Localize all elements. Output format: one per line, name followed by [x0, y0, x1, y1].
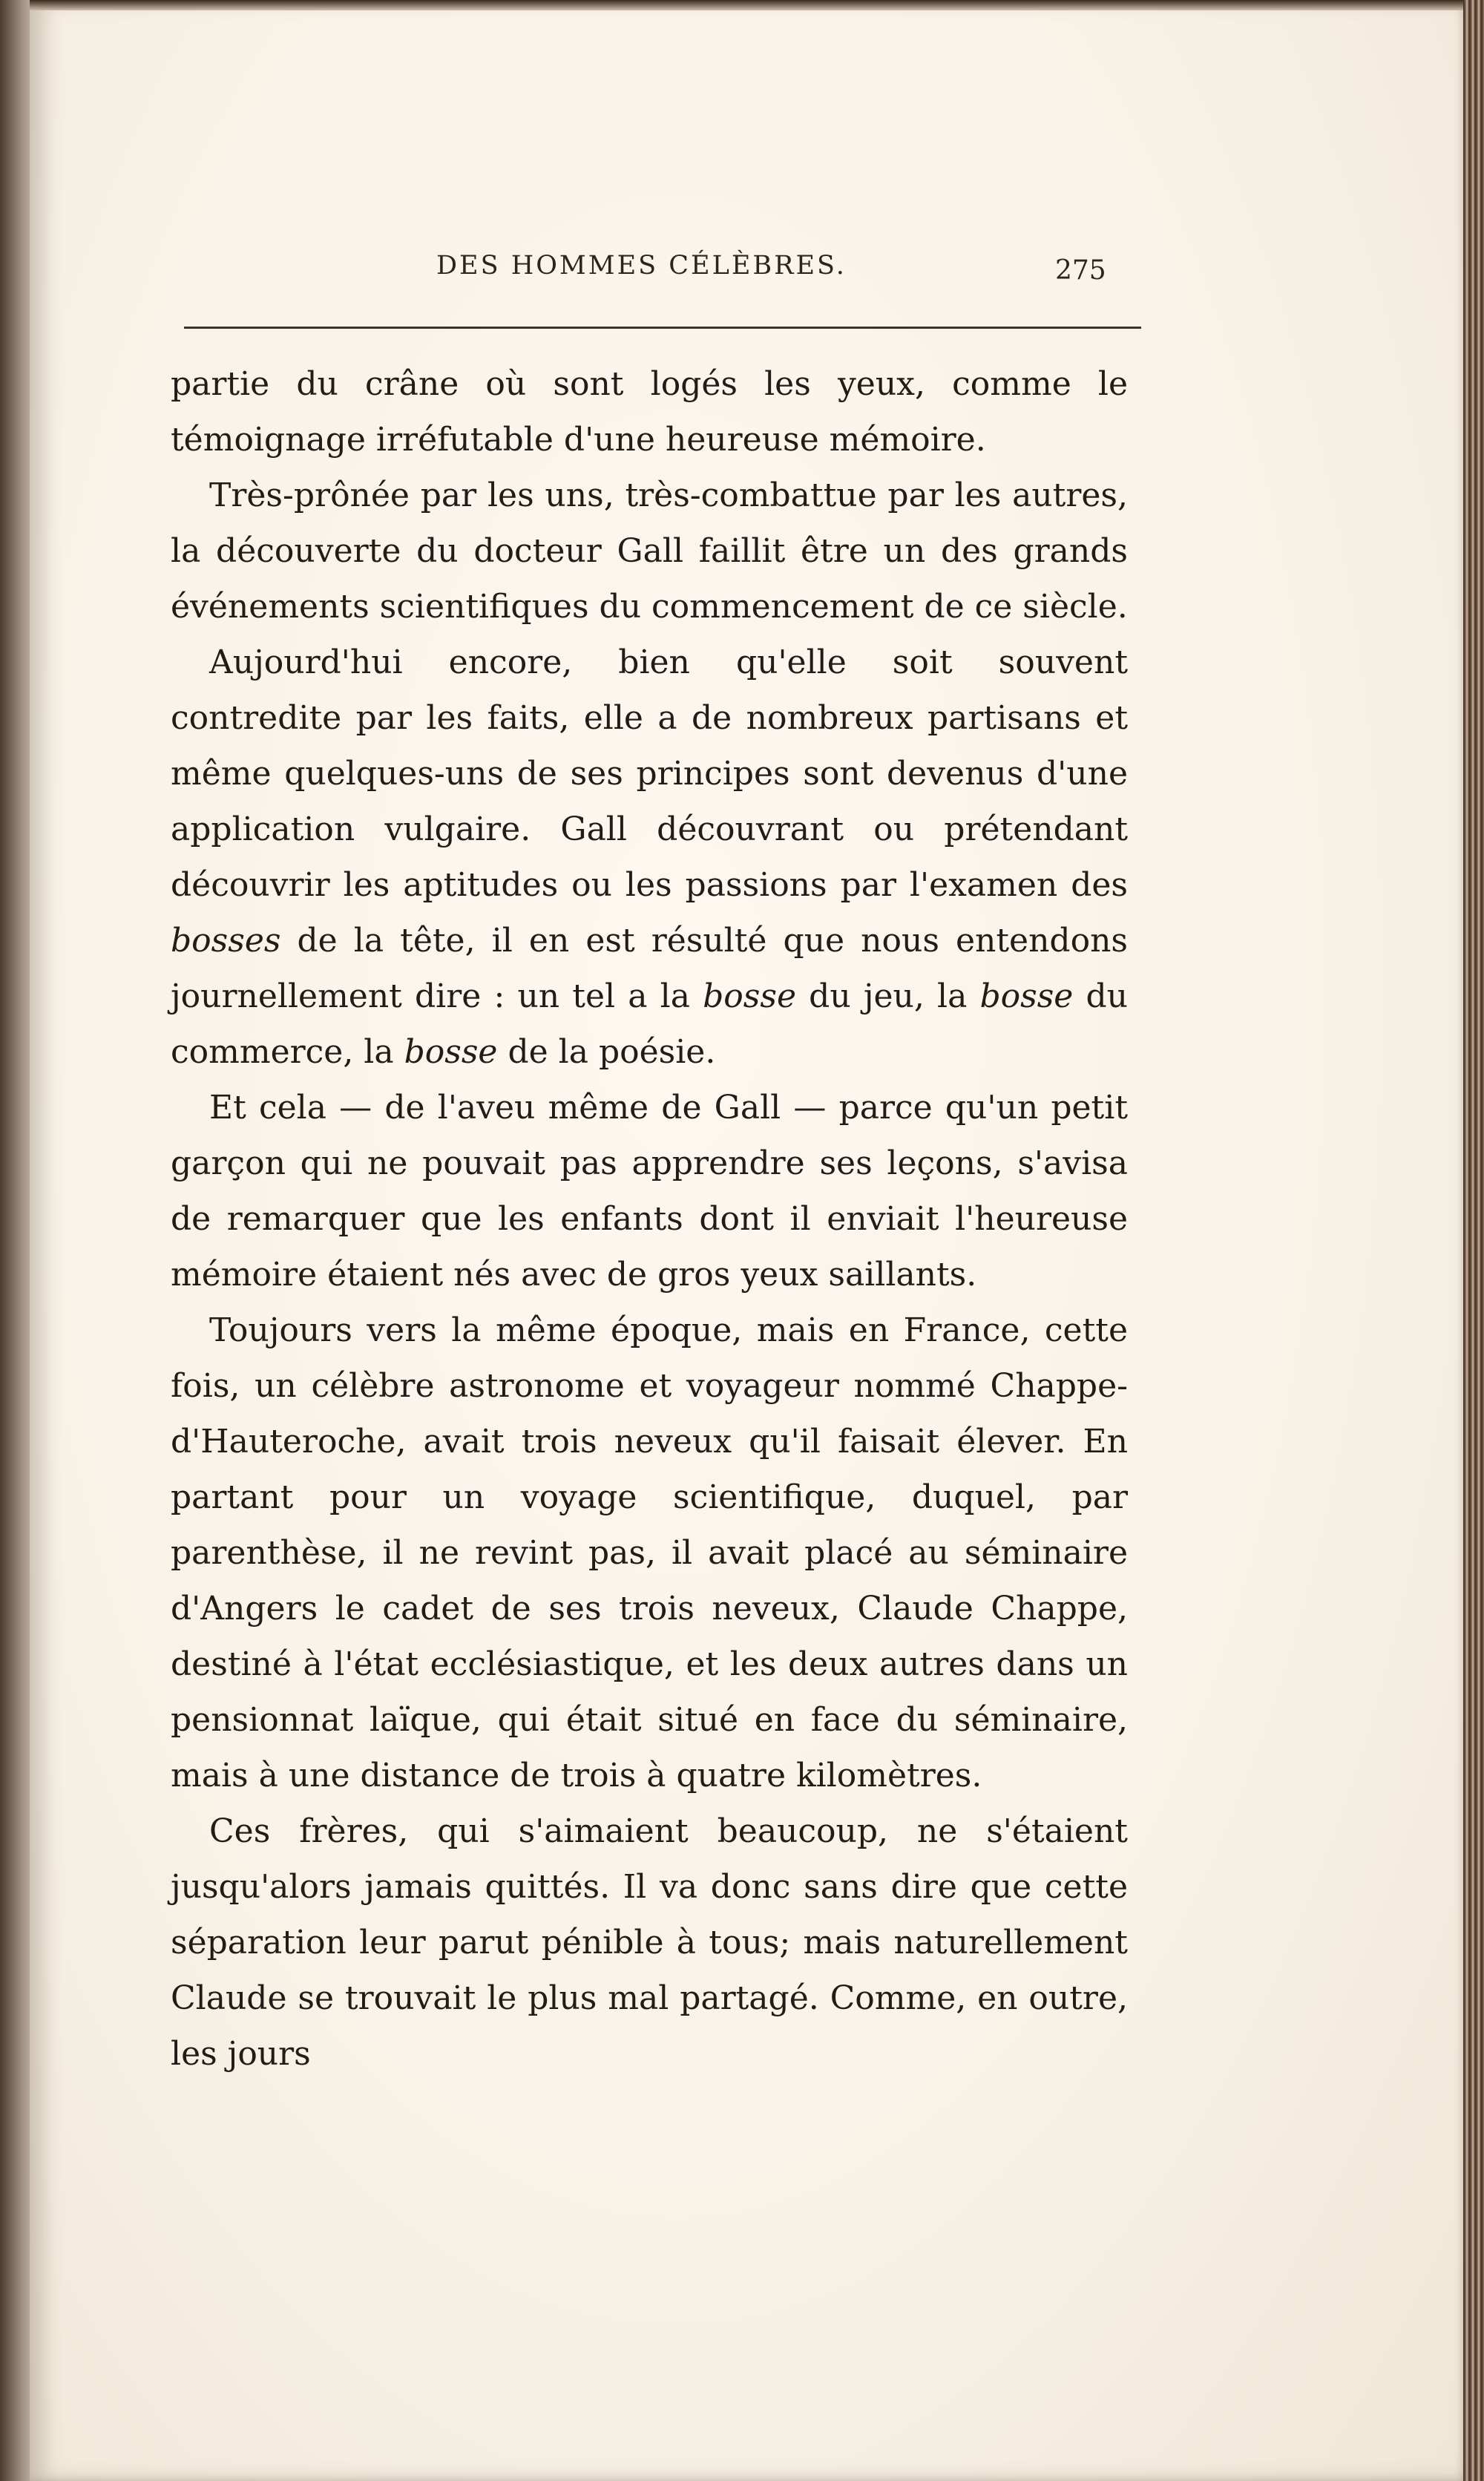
header-rule — [184, 327, 1141, 329]
paragraph-4: Et cela — de l'aveu même de Gall — parce qu'un petit garçon qui ne pouvait pas apprendre ses leçons, s'avisa de remarquer que les enfants dont il enviait l'heureuse mémoire étaient nés avec de gros yeux saillants. — [171, 1089, 1128, 1294]
paragraph-5: Toujours vers la même époque, mais en France, cette fois, un célèbre astronome et voyageur nommé Chappe-d'Hauteroche, avait trois neveux qu'il faisait élever. En partant pour un voyage scientifique, duquel, par parenthèse, il ne revint pas, il avait placé au séminaire d'Angers le cadet de ses trois neveux, Claude Chappe, destiné à l'état ecclésiastique, et les deux autres dans un pensionnat laïque, qui était situé en face du séminaire, mais à une distance de trois à quatre kilomètres. — [171, 1311, 1128, 1795]
italic-word: bosse — [703, 977, 796, 1015]
page-number: 275 — [1055, 255, 1106, 286]
paragraph-3-text: du commerce, la — [171, 977, 1128, 1071]
page-top-edge — [30, 0, 1465, 10]
italic-word: bosses — [171, 922, 281, 960]
italic-word: bosse — [404, 1033, 498, 1071]
paragraph-3-text: Aujourd'hui encore, bien qu'elle soit souvent contredite par les faits, elle a de nombreux partisans et même quelques-uns de ses principes sont devenus d'une application vulgaire. Gall découvrant ou prétendant découvrir les aptitudes ou les passions par l'examen des — [171, 643, 1128, 904]
paragraph-3-text: de la tête, il en est résulté que nous entendons journellement dire : un tel a la — [171, 922, 1128, 1015]
paragraph-3-text: de la poésie. — [497, 1033, 716, 1071]
book-page-edges — [1463, 0, 1484, 2481]
italic-word: bosse — [979, 977, 1074, 1015]
paragraph-3 — [171, 635, 1128, 1080]
running-header — [0, 251, 1484, 295]
running-title: DES HOMMES CÉLÈBRES. — [436, 251, 847, 281]
paragraph-3-text: du jeu, la — [796, 977, 980, 1015]
paragraph-2: Très-prônée par les uns, très-combattue par les autres, la découverte du docteur Gall faillit être un des grands événements scientifiques du commencement de ce siècle. — [171, 476, 1128, 626]
paragraph-1: partie du crâne où sont logés les yeux, comme le témoignage irréfutable d'une heureuse mémoire. — [171, 365, 1128, 459]
paragraph-6: Ces frères, qui s'aimaient beaucoup, ne s'étaient jusqu'alors jamais quittés. Il va donc sans dire que cette séparation leur parut pénible à tous; mais naturellement Claude se trouvait le plus mal partagé. Comme, en outre, les jours — [171, 1812, 1128, 2073]
body-text — [171, 356, 1128, 2082]
